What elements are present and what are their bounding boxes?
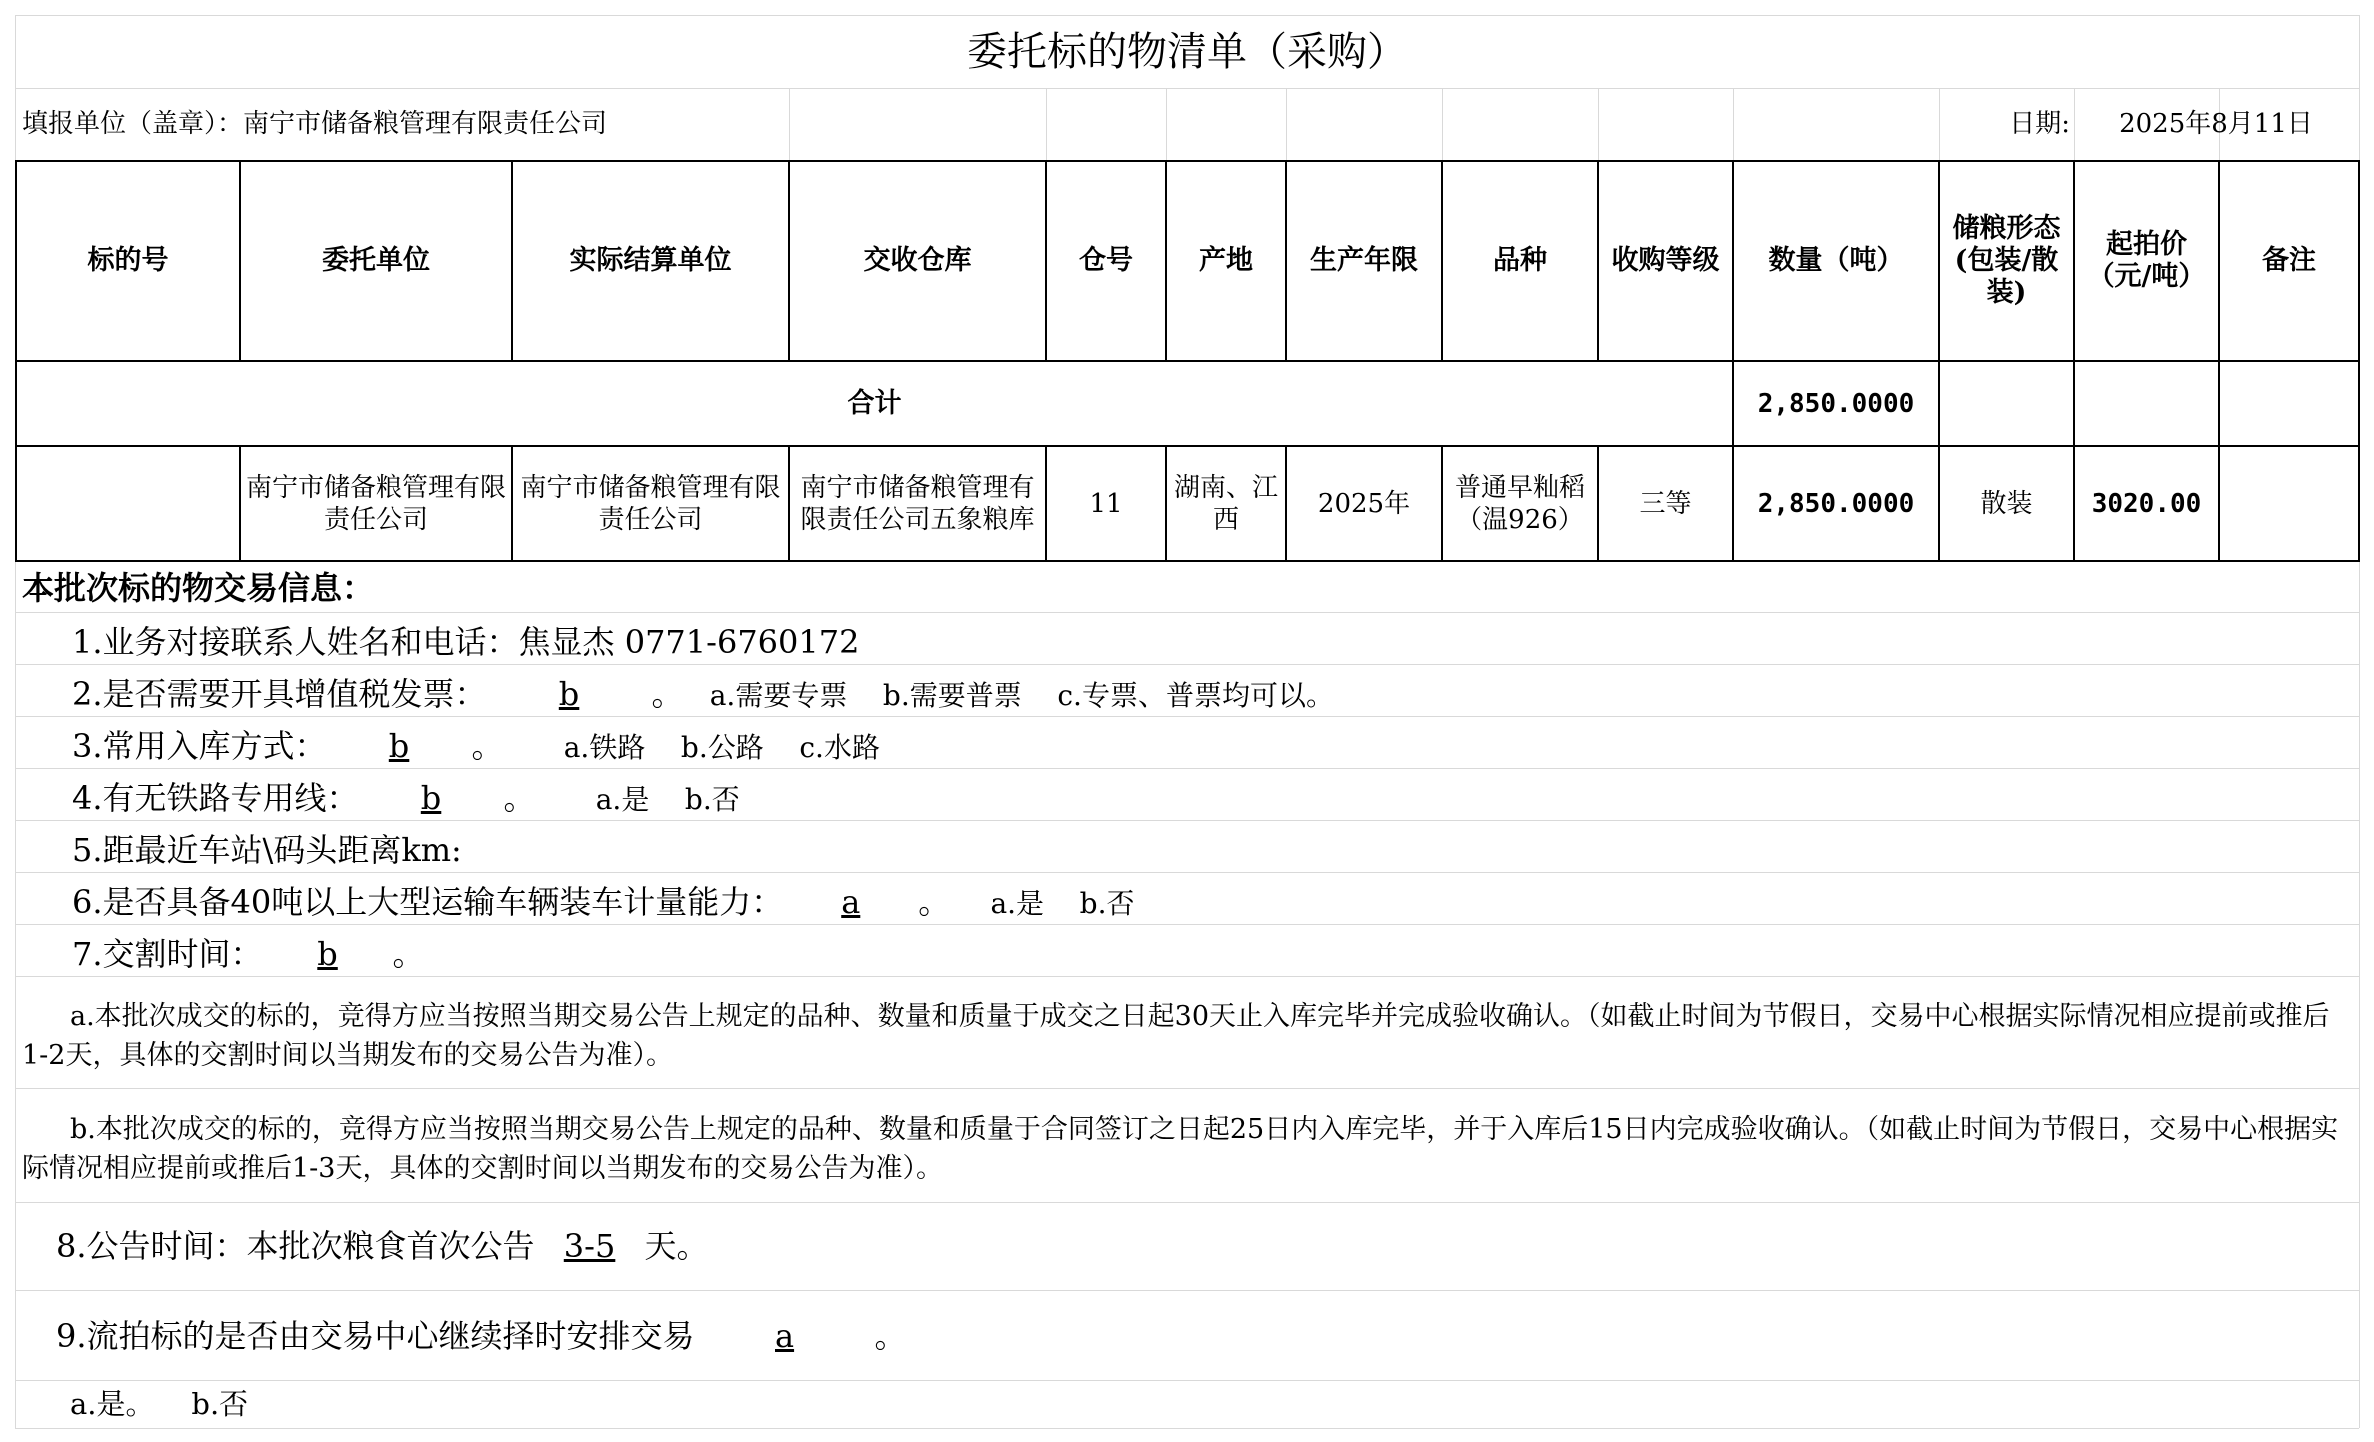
header-bin: 仓号 (1079, 245, 1133, 276)
header-variety: 品种 (1493, 245, 1547, 276)
q4 (72, 780, 740, 818)
delivery-option-a: a.本批次成交的标的，竞得方应当按照当期交易公告上规定的品种、数量和质量于成交之日起30天止入库完毕并完成验收确认。（如截止时间为节假日，交易中心根据实际情况相应提前或推后1-2天，具体的交割时间以当期发布的交易公告为准）。 (22, 1001, 2330, 1071)
q2-options: a.需要专票 b.需要普票 c.专票、普票均可以。 (709, 679, 1334, 712)
header-entrust: 委托单位 (322, 245, 430, 276)
row-form: 散装 (1980, 488, 2033, 519)
fill-unit-label: 填报单位（盖章）： (22, 109, 244, 139)
page-title: 委托标的物清单（采购） (967, 28, 1407, 75)
q8 (56, 1228, 709, 1264)
q4-label: 4.有无铁路专用线： (72, 779, 359, 817)
header-settle: 实际结算单位 (569, 245, 732, 276)
header-price: 起拍价 （元/吨） (2087, 229, 2206, 292)
header-year: 生产年限 (1310, 245, 1418, 276)
header-remark: 备注 (2262, 245, 2316, 276)
q2-answer: b (558, 675, 580, 713)
fill-unit-value: 南宁市储备粮管理有限责任公司 (243, 109, 608, 139)
q8-label: 8.公告时间：本批次粮食首次公告 (56, 1227, 535, 1265)
total-label: 合计 (847, 387, 902, 419)
q4-answer: b (420, 779, 442, 817)
q3-answer: b (388, 727, 410, 765)
delivery-option-b: b.本批次成交的标的，竞得方应当按照当期交易公告上规定的品种、数量和质量于合同签订之日起25日内入库完毕，并于入库后15日内完成验收确认。（如截止时间为节假日，交易中心根据实际情况相应提前或推后1-3天，具体的交割时间以当期发布的交易公告为准）。 (22, 1114, 2339, 1184)
q3-end: 。 (471, 727, 504, 765)
q3-options: a.铁路 b.公路 c.水路 (563, 731, 880, 764)
row-quantity: 2,850.0000 (1757, 488, 1915, 519)
q4-end: 。 (503, 779, 536, 817)
q4-options: a.是 b.否 (595, 783, 740, 816)
header-grade: 收购等级 (1611, 245, 1720, 276)
row-grade: 三等 (1639, 488, 1692, 519)
q7-answer: b (317, 935, 338, 973)
q2 (72, 676, 1334, 714)
row-warehouse: 南宁市储备粮管理有限责任公司五象粮库 (800, 472, 1035, 535)
row-remark (2220, 447, 2358, 560)
total-quantity: 2,850.0000 (1757, 388, 1915, 419)
q6-end: 。 (918, 883, 951, 921)
header-lot: 标的号 (87, 245, 169, 276)
q7-end: 。 (392, 935, 425, 973)
row-lot (17, 447, 239, 560)
row-year: 2025年 (1317, 488, 1411, 519)
q3-label: 3.常用入库方式： (72, 727, 327, 765)
q7 (72, 936, 425, 972)
q9-options: a.是。 b.否 (70, 1387, 249, 1421)
row-origin: 湖南、江西 (1173, 472, 1278, 535)
q6-options: a.是 b.否 (990, 887, 1135, 920)
q6-answer: a (841, 883, 861, 921)
date-value: 2025年8月11日 (2119, 109, 2313, 139)
q6-label: 6.是否具备40吨以上大型运输车辆装车计量能力： (72, 883, 784, 921)
q9-end: 。 (874, 1317, 907, 1355)
row-bin: 11 (1089, 488, 1123, 519)
row-entrust: 南宁市储备粮管理有限责任公司 (245, 472, 506, 535)
row-settle: 南宁市储备粮管理有限责任公司 (520, 472, 781, 535)
q2-end: 。 (651, 675, 684, 713)
q2-label: 2.是否需要开具增值税发票： (72, 675, 487, 713)
date-label: 日期: (2009, 109, 2070, 139)
header-warehouse: 交收仓库 (863, 245, 972, 276)
q8-end: 天。 (644, 1227, 709, 1265)
header-origin: 产地 (1199, 245, 1253, 276)
q1-label: 1.业务对接联系人姓名和电话：焦显杰 0771-6760172 (72, 623, 860, 661)
q3 (72, 728, 880, 766)
q9-label: 9.流拍标的是否由交易中心继续择时安排交易 (56, 1317, 695, 1355)
q9-answer: a (775, 1317, 795, 1355)
q8-answer: 3-5 (563, 1227, 616, 1265)
section-title: 本批次标的物交易信息： (22, 569, 375, 607)
header-form: 储粮形态 (包装/散 装) (1952, 213, 2061, 308)
fill-unit (18, 88, 788, 160)
q6 (72, 884, 1134, 922)
row-variety: 普通早籼稻（温926） (1454, 472, 1585, 535)
row-price: 3020.00 (2091, 488, 2202, 519)
header-quantity: 数量（吨） (1768, 245, 1904, 276)
q7-label: 7.交割时间： (72, 935, 263, 973)
q5-label: 5.距最近车站\码头距离km: (72, 831, 462, 869)
q9 (56, 1318, 907, 1354)
